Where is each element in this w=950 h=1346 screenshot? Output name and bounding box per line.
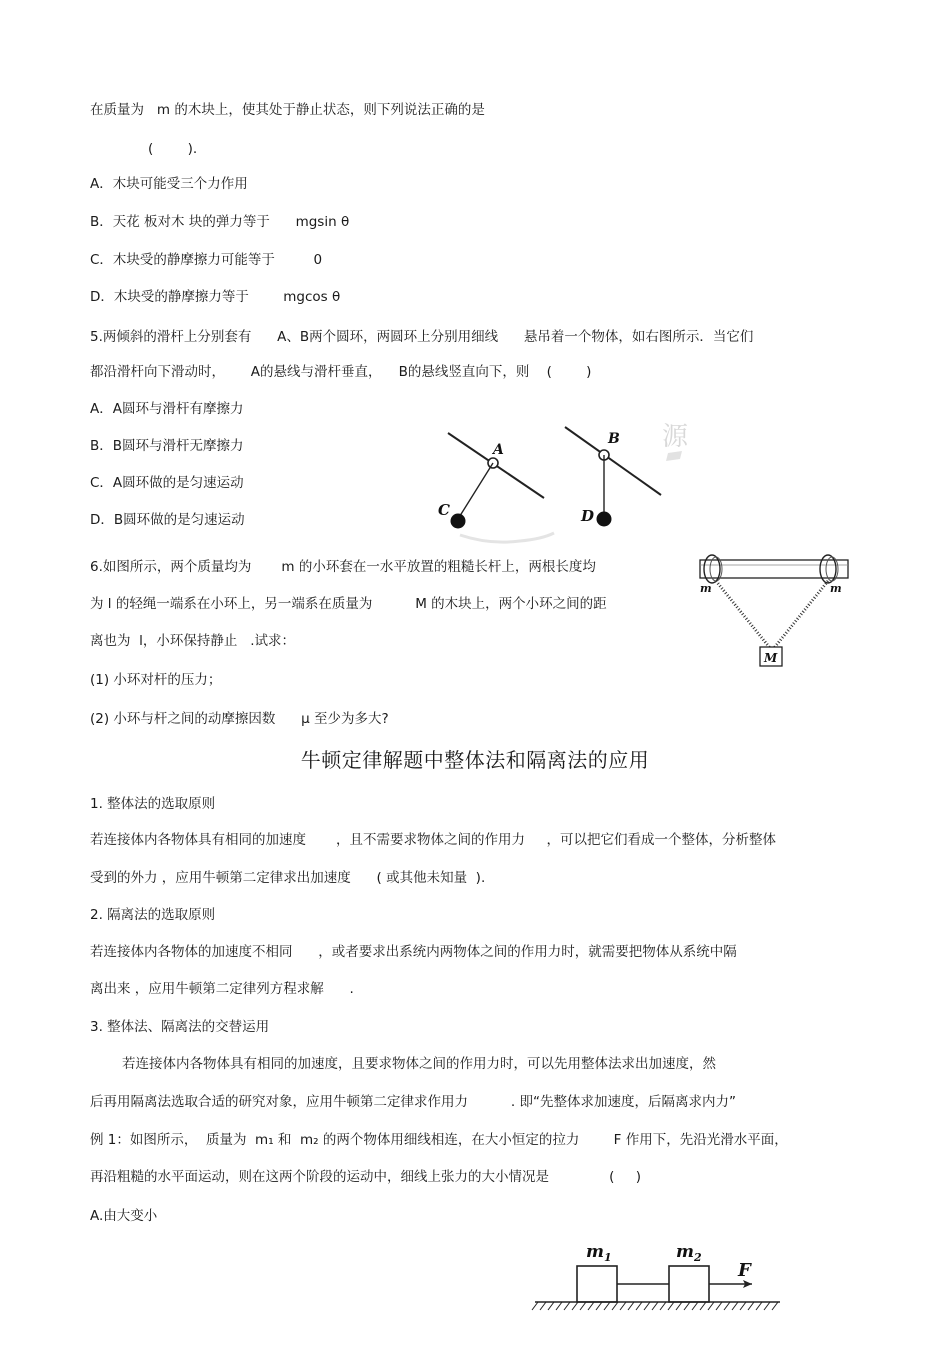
q6-stem-line-2: 为 l 的轻绳一端系在小环上，另一端系在质量为 M 的木块上，两个小环之间的距 — [90, 596, 607, 612]
ground-hatch — [532, 1302, 778, 1310]
rope-left — [716, 581, 770, 648]
label-m-left: m — [700, 582, 712, 595]
q6-question-1: (1) 小环对杆的压力； — [90, 672, 222, 688]
principle-3-line-1: 若连接体内各物体具有相同的加速度，且要求物体之间的作用力时，可以先用整体法求出加速度，然 — [122, 1056, 716, 1072]
q6-question-2: (2) 小环与杆之间的动摩擦因数 μ 至少为多大? — [90, 711, 389, 727]
principle-1-line-1: 若连接体内各物体具有相同的加速度 ，且不需要求物体之间的作用力 ，可以把它们看成一个整体，分析整体 — [90, 832, 776, 848]
label-m1: $m_1$ — [586, 1242, 612, 1264]
example-1-line-1: 例 1：如图所示， 质量为 m₁ 和 m₂ 的两个物体用细线相连，在大小恒定的拉力 F 作用下，先沿光滑水平面， — [90, 1132, 788, 1148]
label-b: B — [608, 431, 620, 447]
label-c: C — [438, 501, 450, 519]
q5-option-d: D．B圆环做的是匀速运动 — [90, 512, 245, 528]
q6-stem-line-3: 离也为 l，小环保持静止 .试求： — [90, 633, 295, 649]
ball-c — [451, 514, 466, 529]
principle-2-line-1: 若连接体内各物体的加速度不相同 ，或者要求出系统内两物体之间的作用力时，就需要把物体从系统中隔 — [90, 944, 737, 960]
watermark-text: 源 — [662, 422, 689, 452]
q4-answer-bracket: ( ). — [148, 141, 198, 157]
principle-3-heading: 3. 整体法、隔离法的交替运用 — [90, 1019, 270, 1035]
q5-figure — [430, 405, 710, 545]
principle-1-heading: 1. 整体法的选取原则 — [90, 796, 216, 812]
q4-option-b: B．天花 板对木 块的弹力等于 mgsin θ — [90, 214, 350, 230]
section-title: 牛顿定律解题中整体法和隔离法的应用 — [300, 748, 650, 772]
q4-stem-line: 在质量为 m 的木块上，使其处于静止状态，则下列说法正确的是 — [90, 102, 485, 118]
watermark-mark — [666, 451, 682, 461]
string-a — [458, 463, 493, 519]
q5-stem-line-2: 都沿滑杆向下滑动时， A的悬线与滑杆垂直， B的悬线竖直向下，则 ( ) — [90, 364, 592, 380]
label-big-m: M — [764, 651, 778, 665]
q5-option-c: C．A圆环做的是匀速运动 — [90, 475, 244, 491]
principle-2-line-2: 离出来 ，应用牛顿第二定律列方程求解 . — [90, 981, 354, 997]
watermark-stroke — [460, 533, 554, 542]
ball-d — [597, 512, 612, 527]
label-m2: $m_2$ — [676, 1242, 702, 1264]
q6-stem-line-1: 6.如图所示，两个质量均为 m 的小环套在一水平放置的粗糙长杆上，两根长度均 — [90, 559, 596, 575]
q5-option-b: B．B圆环与滑杆无摩擦力 — [90, 438, 244, 454]
label-m-right: m — [830, 582, 842, 595]
label-a: A — [493, 442, 504, 458]
principle-3-line-2: 后再用隔离法选取合适的研究对象，应用牛顿第二定律求作用力 . 即“先整体求加速度，后隔离求内力” — [90, 1094, 736, 1110]
label-d: D — [581, 507, 595, 525]
example-1-line-2: 再沿粗糙的水平面运动，则在这两个阶段的运动中，细线上张力的大小情况是 ( ) — [90, 1169, 642, 1185]
label-f: F — [738, 1260, 751, 1281]
block-m1 — [577, 1266, 617, 1302]
q4-option-d: D．木块受的静摩擦力等于 mgcos θ — [90, 289, 341, 305]
principle-2-heading: 2. 隔离法的选取原则 — [90, 907, 216, 923]
q5-option-a: A．A圆环与滑杆有摩擦力 — [90, 401, 244, 417]
rope-right — [774, 581, 828, 648]
principle-1-line-2: 受到的外力 ，应用牛顿第二定律求出加速度 ( 或其他未知量 ). — [90, 870, 486, 886]
q5-stem-line-1: 5.两倾斜的滑杆上分别套有 A、B两个圆环，两圆环上分别用细线 悬吊着一个物体，如右图所示．当它们 — [90, 329, 754, 345]
q4-option-c: C．木块受的静摩擦力可能等于 0 — [90, 252, 323, 268]
example-1-figure — [530, 1240, 790, 1320]
block-m2 — [669, 1266, 709, 1302]
example-1-option-a: A.由大变小 — [90, 1208, 158, 1224]
q4-option-a: A．木块可能受三个力作用 — [90, 176, 248, 192]
q6-figure — [690, 550, 860, 670]
